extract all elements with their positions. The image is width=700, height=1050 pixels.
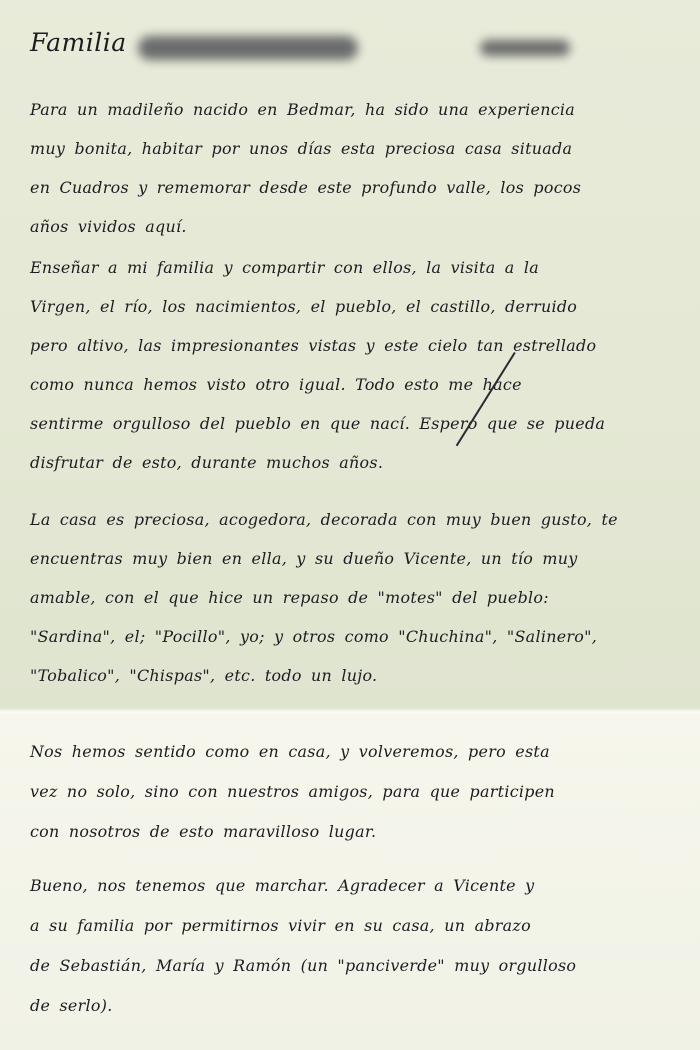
greeting: Familia bbox=[30, 28, 127, 57]
text-line: de Sebastián, María y Ramón (un "panciverde" muy orgulloso bbox=[30, 956, 577, 975]
text-line: como nunca hemos visto otro igual. Todo esto me hace bbox=[30, 375, 522, 394]
text-line: con nosotros de esto maravilloso lugar. bbox=[30, 822, 377, 841]
paragraph-farewell bbox=[30, 866, 675, 1026]
text-line: "Tobalico", "Chispas", etc. todo un lujo. bbox=[30, 666, 378, 685]
letter-header bbox=[30, 26, 680, 66]
text-line: amable, con el que hice un repaso de "motes" del pueblo: bbox=[30, 588, 549, 607]
text-line: disfrutar de esto, durante muchos años. bbox=[30, 453, 384, 472]
paragraph-house bbox=[30, 500, 675, 695]
text-line: encuentras muy bien en ella, y su dueño Vicente, un tío muy bbox=[30, 549, 578, 568]
paragraph-family bbox=[30, 248, 675, 482]
text-line: Enseñar a mi familia y compartir con ellos, la visita a la bbox=[30, 258, 540, 277]
text-line: pero altivo, las impresionantes vistas y este cielo tan estrellado bbox=[30, 336, 597, 355]
text-line: sentirme orgulloso del pueblo en que nací. Espero que se pueda bbox=[30, 414, 606, 433]
text-line: La casa es preciosa, acogedora, decorada con muy buen gusto, te bbox=[30, 510, 618, 529]
text-line: "Sardina", el; "Pocillo", yo; y otros como "Chuchina", "Salinero", bbox=[30, 627, 598, 646]
text-line: Para un madileño nacido en Bedmar, ha sido una experiencia bbox=[30, 100, 576, 119]
text-line: a su familia por permitirnos vivir en su casa, un abrazo bbox=[30, 916, 531, 935]
text-line: Virgen, el río, los nacimientos, el pueblo, el castillo, derruido bbox=[30, 297, 578, 316]
redacted-date bbox=[480, 40, 570, 56]
text-line: vez no solo, sino con nuestros amigos, para que participen bbox=[30, 782, 555, 801]
text-line: años vividos aquí. bbox=[30, 217, 187, 236]
text-line: muy bonita, habitar por unos días esta preciosa casa situada bbox=[30, 139, 573, 158]
sheet-seam bbox=[0, 708, 700, 714]
text-line: Nos hemos sentido como en casa, y volveremos, pero esta bbox=[30, 742, 550, 761]
text-line: Bueno, nos tenemos que marchar. Agradecer a Vicente y bbox=[30, 876, 535, 895]
text-line: de serlo). bbox=[30, 996, 113, 1015]
paragraph-return bbox=[30, 732, 675, 852]
redacted-name bbox=[138, 36, 358, 60]
paragraph-intro bbox=[30, 90, 675, 246]
text-line: en Cuadros y rememorar desde este profundo valle, los pocos bbox=[30, 178, 582, 197]
